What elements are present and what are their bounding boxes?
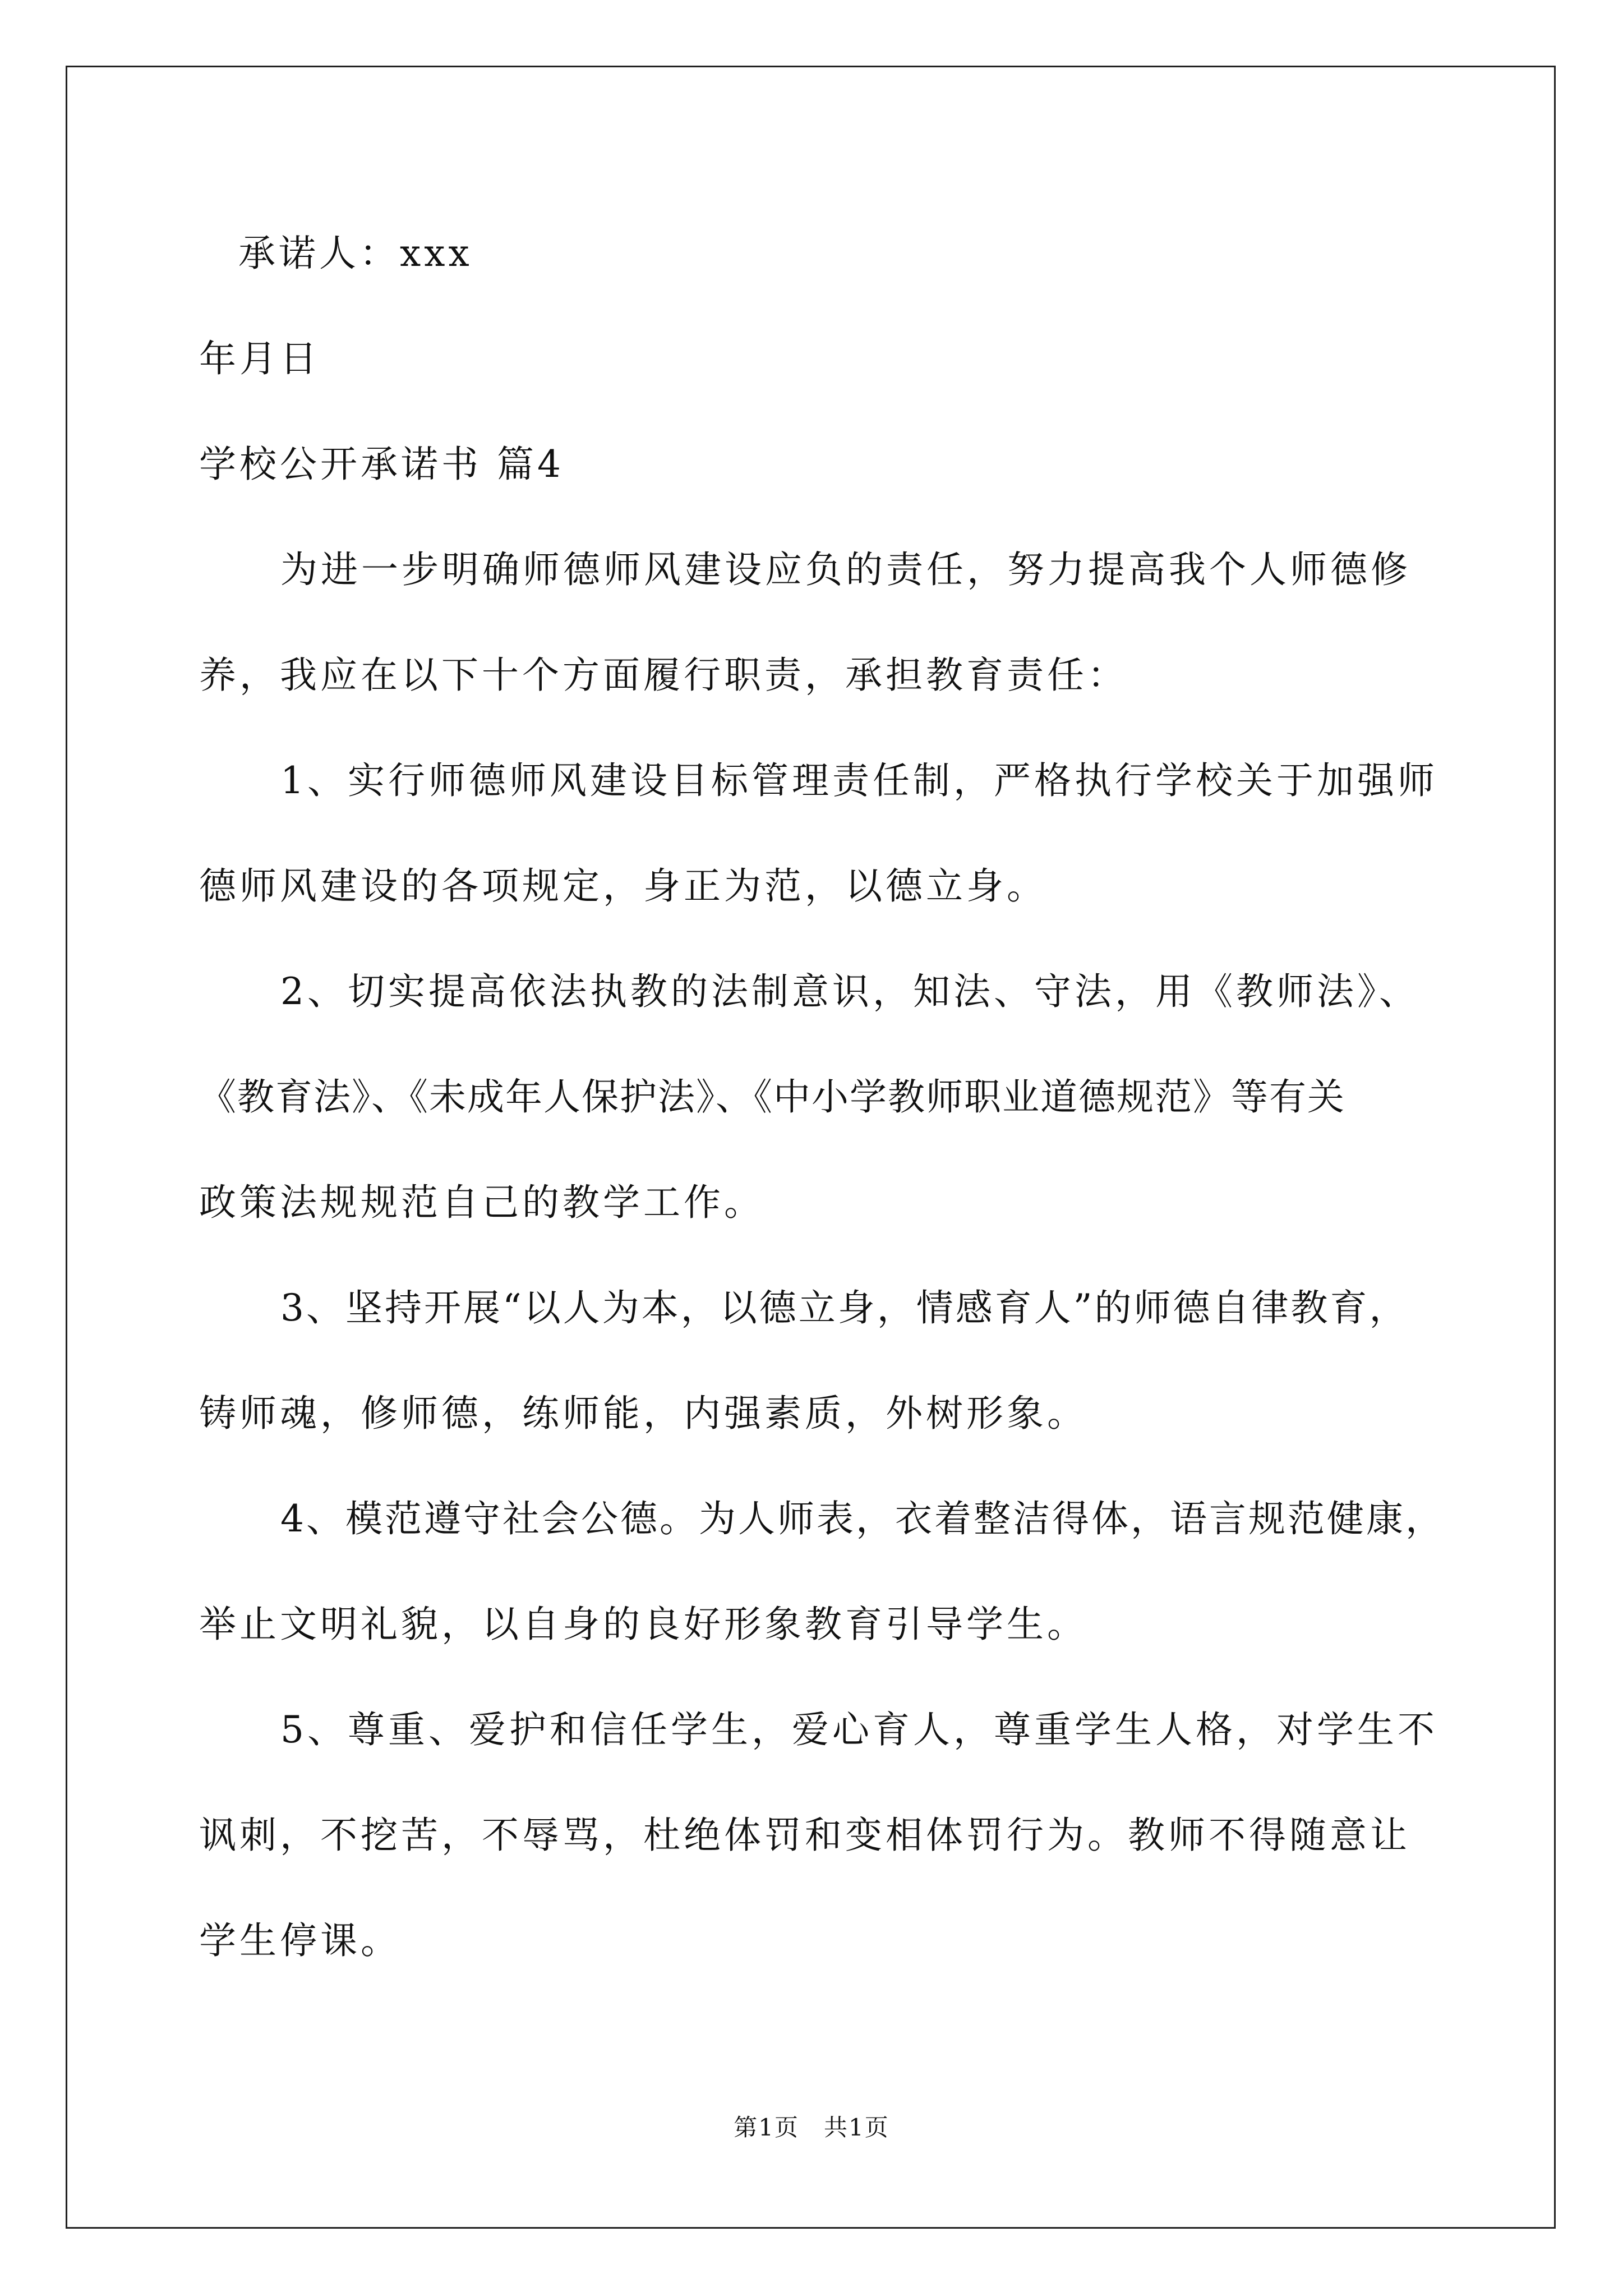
date-line: 年月日 bbox=[199, 337, 320, 380]
list-item-2-line: 政策法规规范自己的教学工作。 bbox=[199, 1181, 764, 1224]
section-heading: 学校公开承诺书 篇4 bbox=[199, 443, 564, 486]
list-item-5-line: 讽刺，不挖苦，不辱骂，杜绝体罚和变相体罚行为。教师不得随意让 bbox=[199, 1814, 1410, 1857]
paragraph-line: 为进一步明确师德师风建设应负的责任，努力提高我个人师德修 bbox=[280, 548, 1411, 591]
list-item-1-line: 1、实行师德师风建设目标管理责任制，严格执行学校关于加强师 bbox=[280, 759, 1438, 802]
list-item-4-line: 举止文明礼貌，以自身的良好形象教育引导学生。 bbox=[199, 1603, 1087, 1646]
list-item-2-line: 《教育法》、《未成年人保护法》、《中小学教师职业道德规范》等有关 bbox=[199, 1075, 1345, 1119]
list-item-1-line: 德师风建设的各项规定，身正为范，以德立身。 bbox=[199, 864, 1047, 908]
list-item-3-line: 铸师魂，修师德，练师能，内强素质，外树形象。 bbox=[199, 1392, 1087, 1435]
page-number-footer: 第1页 共1页 bbox=[734, 2114, 889, 2141]
list-item-3-line: 3、坚持开展“以人为本，以德立身，情感育人”的师德自律教育， bbox=[280, 1286, 1409, 1329]
signer-line: 承诺人：xxx bbox=[238, 232, 473, 275]
list-item-5-line: 学生停课。 bbox=[199, 1919, 401, 1962]
list-item-4-line: 4、模范遵守社会公德。为人师表，衣着整洁得体，语言规范健康， bbox=[280, 1497, 1445, 1540]
paragraph-line: 养，我应在以下十个方面履行职责，承担教育责任： bbox=[199, 654, 1128, 697]
page-border bbox=[66, 66, 1556, 2229]
list-item-5-line: 5、尊重、爱护和信任学生，爱心育人，尊重学生人格，对学生不 bbox=[280, 1708, 1438, 1751]
list-item-2-line: 2、切实提高依法执教的法制意识，知法、守法，用《教师法》、 bbox=[280, 970, 1419, 1013]
